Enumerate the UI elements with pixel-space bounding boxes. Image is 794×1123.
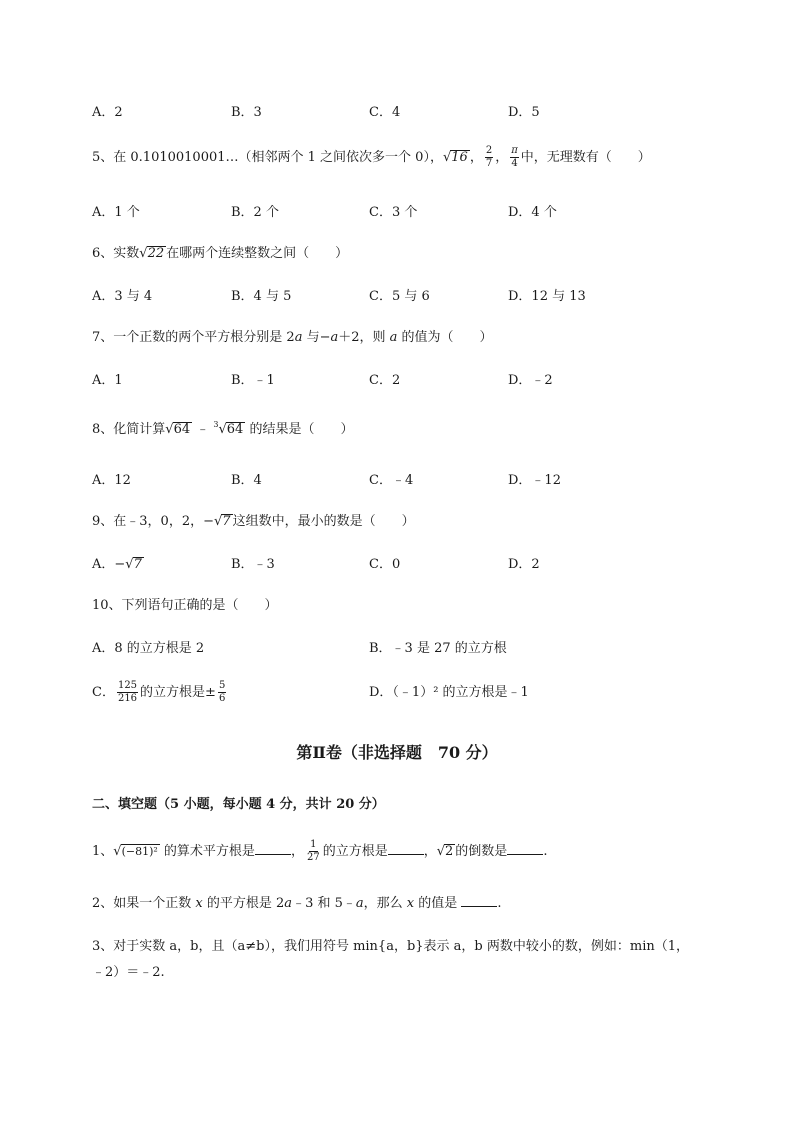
f1-end: . [543,844,548,859]
f1-text-5: 的倒数是 [455,844,508,859]
q4-option-c: C．4 [369,105,401,120]
q7-text-4: 的值为（ ） [397,330,493,345]
q6-option-d: D．12 与 13 [508,289,586,304]
q7-var-a: a [294,330,303,345]
q5-frac2-num: π [511,145,518,156]
q4-option-a: A．2 [92,105,123,120]
q6-options [92,285,652,303]
q9-suffix: 这组数中，最小的数是（ ） [232,514,415,529]
q10-option-c-frac [117,680,138,705]
section-2-title: 二、填空题（5 小题，每小题 4 分，共计 20 分） [92,797,385,812]
q10-c-den2: 6 [218,693,226,704]
q5-options [92,201,652,219]
answer-blank[interactable] [388,842,424,855]
question-6 [92,242,348,261]
q8-cbrt-index: 3 [213,420,219,429]
cbrt-symbol: √ [218,422,227,437]
answer-blank[interactable] [507,842,543,855]
question-5 [92,144,651,172]
f1-prefix: 1、 [92,844,114,859]
answer-blank[interactable] [255,842,291,855]
q7-text-2: 与− [302,330,331,345]
q9-prefix: 9、在﹣3，0，2，− [92,514,214,529]
f1-sqrt-value: 2 [445,844,454,859]
q4-options [92,101,652,119]
q7-option-a: A．1 [92,373,123,388]
q10-options-row2 [92,676,652,710]
q7-option-b: B．﹣1 [231,373,275,388]
question-7 [92,326,493,345]
q8-prefix: 8、化简计算 [92,422,166,437]
q9-options [92,553,652,571]
fill-question-1 [92,838,547,866]
answer-blank[interactable] [461,894,497,907]
f2-text-1: 2、如果一个正数 [92,896,196,911]
q6-sqrt-value: 22 [147,246,165,261]
q6-option-c: C．5 与 6 [369,289,430,304]
sqrt-symbol: √ [165,422,174,437]
q10-options-row1 [92,637,652,655]
sqrt-symbol: √ [113,844,122,859]
f2-var-a: a [284,896,293,911]
q7-text-1: 7、一个正数的两个平方根分别是 2 [92,330,295,345]
sqrt-symbol: √ [139,246,148,261]
q8-minus: ﹣ [192,422,214,437]
q7-option-c: C．2 [369,373,401,388]
f1-text-4: ， [423,844,437,859]
q8-options [92,469,652,487]
q7-options [92,369,652,387]
q10-option-a: A．8 的立方根是 2 [92,641,205,656]
q9-option-c: C．0 [369,557,401,572]
f1-frac-den: 27 [306,852,320,863]
q6-option-b: B．4 与 5 [231,289,292,304]
q8-suffix: 的结果是（ ） [245,422,354,437]
fill-question-3-line-1: 3、对于实数 a，b，且（a≠b），我们用符号 min{a，b}表示 a，b 两数中较小的数，例如：min（1， [92,939,690,954]
q10-option-c-mid: 的立方根是± [140,685,216,700]
q8-option-c: C．﹣4 [369,473,414,488]
q9-option-a [92,553,144,572]
f2-var-a-2: a [355,896,364,911]
q7-var-a-2: a [330,330,339,345]
q4-option-d: D．5 [508,105,540,120]
q5-sep2: ， [495,150,509,165]
f1-text-2: ， [290,844,304,859]
q9-sqrt-value: 7 [222,514,231,529]
q5-suffix: 中，无理数有（ ） [520,150,651,165]
sqrt-symbol: √ [436,844,446,859]
q5-sep1: ， [469,150,483,165]
q5-option-d: D．4 个 [508,205,557,220]
f2-text-4: ，那么 [363,896,407,911]
q9-option-b: B．﹣3 [231,557,275,572]
q5-option-b: B．2 个 [231,205,279,220]
q7-text-3: ＋2，则 [338,330,390,345]
q9-option-a-prefix: A．− [92,557,126,572]
q8-option-a: A．12 [92,473,131,488]
q6-prefix: 6、实数 [92,246,140,261]
fill-question-2 [92,892,502,911]
q10-option-d: D．（﹣1）² 的立方根是﹣1 [369,685,529,700]
f1-text-1: 的算术平方根是 [159,844,255,859]
f2-text-3: ﹣3 和 5﹣ [292,896,356,911]
q6-suffix: 在哪两个连续整数之间（ ） [166,246,349,261]
q5-option-c: C．3 个 [369,205,418,220]
q8-option-b: B．4 [231,473,262,488]
q5-sqrt-value: 16 [451,150,468,165]
q8-option-d: D．﹣12 [508,473,561,488]
sqrt-symbol: √ [125,557,134,572]
question-9 [92,510,415,529]
q4-option-b: B．3 [231,105,262,120]
f2-var-x-2: x [406,896,415,911]
f1-fraction [306,839,321,864]
q5-fraction-1 [485,145,493,170]
sqrt-symbol: √ [442,150,452,165]
f2-var-x: x [195,896,203,911]
f1-text-3: 的立方根是 [322,844,388,859]
question-10: 10、下列语句正确的是（ ） [92,598,278,613]
f1-frac-num: 1 [310,839,317,850]
q5-option-a: A．1 个 [92,205,140,220]
q10-c-den: 216 [117,693,138,704]
q9-option-d: D．2 [508,557,540,572]
part-2-heading: 第Ⅱ卷（非选择题 70 分） [296,743,498,762]
fill-question-3-line-2: ﹣2）＝﹣2. [92,965,165,980]
q7-option-d: D．﹣2 [508,373,553,388]
q10-option-c-frac2 [218,680,226,705]
q9-option-a-sqrt: 7 [133,557,142,572]
q10-option-b: B．﹣3 是 27 的立方根 [369,641,507,656]
q10-option-c [92,676,228,710]
q5-prefix: 5、在 0.1010010001…（相邻两个 1 之间依次多一个 0）， [92,150,443,165]
q5-frac1-den: 7 [485,158,493,169]
q5-frac2-den: 4 [511,158,518,169]
q10-c-num: 125 [117,680,138,691]
q6-option-a: A．3 与 4 [92,289,153,304]
q5-fraction-2 [510,145,519,170]
f2-text-2: 的平方根是 2 [202,896,285,911]
f2-text-5: 的值是 [414,896,462,911]
q10-c-num2: 5 [218,680,226,691]
f1-radicand: (−81)² [121,845,158,858]
q8-cbrt-value: 64 [226,422,244,437]
q8-sqrt-value: 64 [173,422,191,437]
f2-end: . [497,896,502,911]
q5-frac1-num: 2 [485,145,493,156]
q7-var-a-3: a [389,330,398,345]
sqrt-symbol: √ [213,514,223,529]
question-8 [92,418,353,437]
q10-option-c-prefix: C． [92,685,115,700]
